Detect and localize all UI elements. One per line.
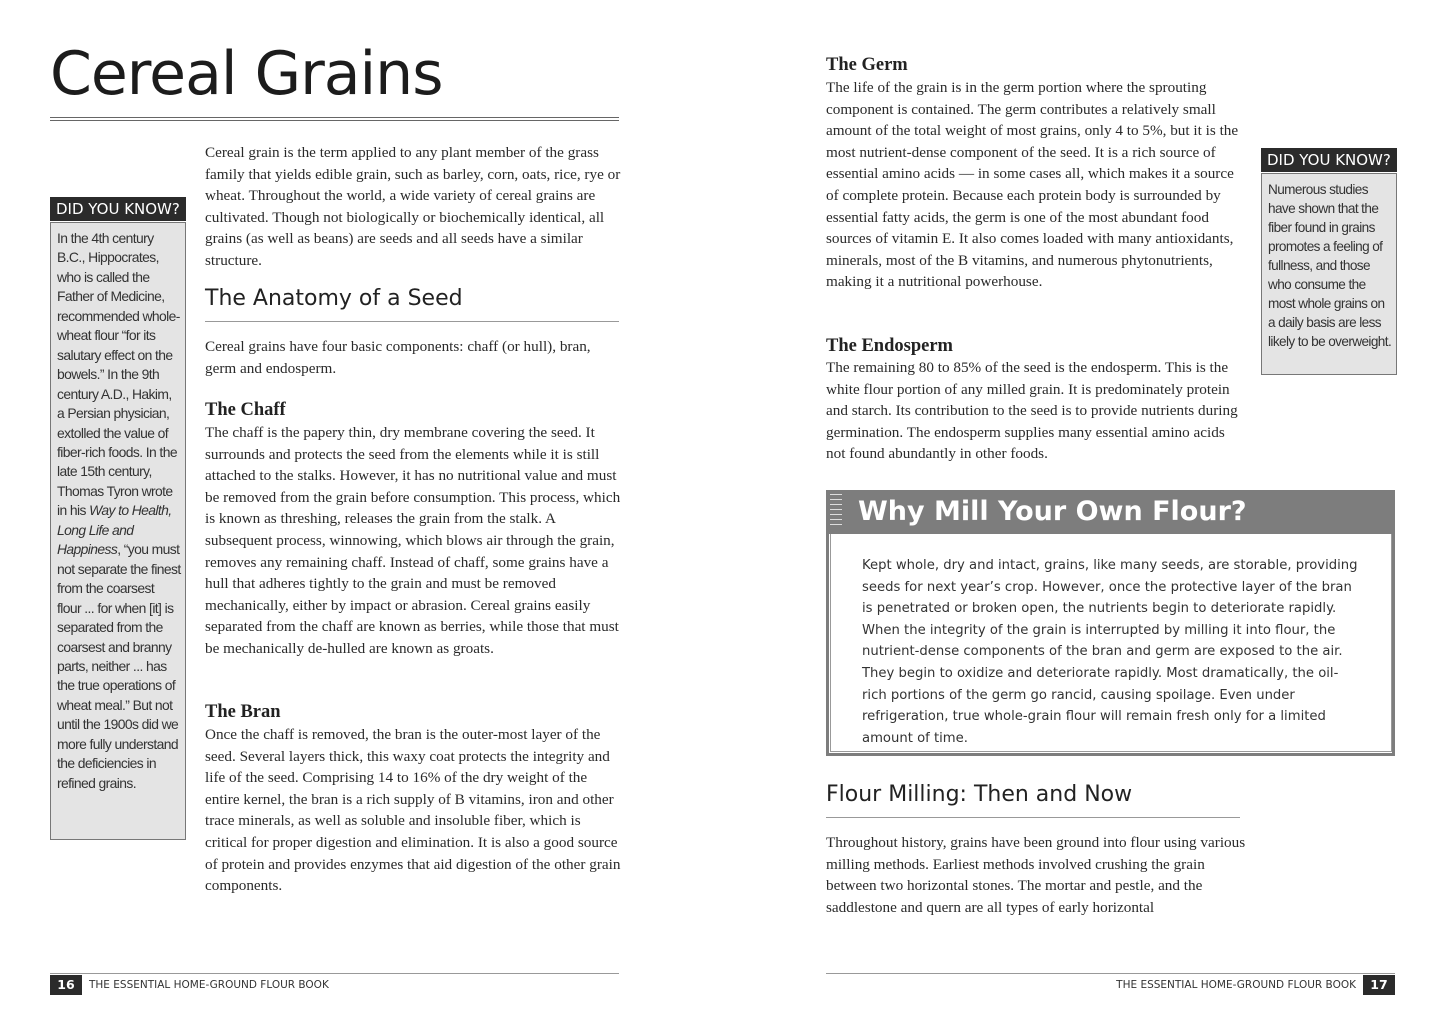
germ-text: The life of the grain is in the germ portion where the sprouting component is contained. The germ contributes a relatively small amount of the total weight of most grains, only 4 to 5%, but it is the most nutrient-dense component of the seed. It is a rich source of essential amino acids — in some cases all, which makes it a source of complete protein. Because each protein body is surrounded by essential fatty acids, the germ is one of the most abundant food sources of vitamin E. It also comes loaded with many antioxidants, minerals, most of the B vitamins, and numerous phytonutrients, making it a nutritional powerhouse. — [826, 79, 1239, 291]
intro-text: Cereal grain is the term applied to any plant member of the grass family that yields edible grain, such as barley, corn, oats, rice, rye or wheat. Throughout the world, a wide variety of cereal grains are cultivated. Though not biologically or biochemically identical, all grains (as well as beans) are seeds and all seeds have a similar structure. — [205, 144, 621, 269]
intro-paragraph — [205, 142, 621, 272]
milling-divider — [826, 817, 1240, 818]
milling-heading: Flour Milling: Then and Now — [826, 782, 1133, 807]
chaff-heading: The Chaff — [205, 400, 286, 420]
dyk-text-part-1: In the 4th century B.C., Hippocrates, who is called the Father of Medicine, recommended whole-wheat flour “for its salutary effect on the bowels.” In the 9th century A.D., Hakim, a Persian physician, extolled the value of fiber-rich foods. In the late 15th century, Thomas Tyron wrote in his — [57, 230, 180, 519]
anatomy-heading: The Anatomy of a Seed — [205, 286, 463, 311]
why-mill-text: Kept whole, dry and intact, grains, like many seeds, are storable, providing seeds for next year’s crop. However, once the protective layer of the bran is penetrated or broken open, the nutrients begin to deteriorate rapidly. When the integrity of the grain is interrupted by milling it into flour, the nutrient-dense components of the bran and germ are exposed to the air. They begin to oxidize and deteriorate rapidly. Most dramatically, the oil-rich portions of the germ go rancid, causing spoilage. Even under refrigeration, true whole-grain flour will remain fresh only for a limited amount of time. — [862, 558, 1358, 746]
milling-text: Throughout history, grains have been ground into flour using various milling methods. Earliest methods involved crushing the grain between two horizontal stones. The mortar and pestle, and the saddlestone and quern are all types of early horizontal — [826, 834, 1246, 916]
running-footer-left: THE ESSENTIAL HOME-GROUND FLOUR BOOK — [89, 979, 329, 991]
germ-paragraph — [826, 77, 1246, 293]
endosperm-heading: The Endosperm — [826, 336, 953, 356]
anatomy-text: Cereal grains have four basic components: chaff (or hull), bran, germ and endosperm. — [205, 338, 591, 377]
bran-paragraph — [205, 724, 625, 897]
chaff-text: The chaff is the papery thin, dry membrane covering the seed. It surrounds and protects the seed from the elements while it is still attached to the stalks. However, it has no nutritional value and must be removed from the grain before consumption. This process, which is known as threshing, releases the grain from the stalk. A subsequent process, winnowing, which blows air through the grain, removes any remaining chaff. Instead of chaff, some grains have a hull that adheres tightly to the grain and must be removed mechanically, either by impact or abrasion. Cereal grains easily separated from the chaff are known as berries, while those that must be mechanically de-hulled are known as groats. — [205, 424, 621, 657]
notebook-lines-icon — [830, 494, 844, 530]
did-you-know-text-left — [57, 229, 181, 793]
endosperm-paragraph — [826, 357, 1246, 465]
milling-paragraph — [826, 832, 1246, 918]
endosperm-text: The remaining 80 to 85% of the seed is the endosperm. This is the white flour portion of any milled grain. It is predominately protein and starch. Its contribution to the seed is to provide nutrients during germination. The endosperm supplies many essential amino acids not found abundantly in other foods. — [826, 359, 1238, 463]
page-number-left: 16 — [50, 975, 82, 995]
page-number-right: 17 — [1363, 975, 1395, 995]
why-mill-heading: Why Mill Your Own Flour? — [858, 496, 1247, 527]
title-divider — [50, 117, 619, 121]
anatomy-paragraph — [205, 336, 625, 379]
bran-text: Once the chaff is removed, the bran is the outer-most layer of the seed. Several layers thick, this waxy coat protects the integrity and life of the seed. Comprising 14 to 16% of the dry weight of the entire kernel, the bran is a rich supply of B vitamins, iron and other trace minerals, as well as soluble and insoluble fiber, which is critical for proper digestion and elimination. It is also a good source of protein and provides enzymes that aid digestion of the other grain components. — [205, 726, 621, 895]
did-you-know-label-left: DID YOU KNOW? — [50, 197, 186, 221]
footer-divider-left — [50, 973, 619, 974]
bran-heading: The Bran — [205, 702, 281, 722]
footer-divider-right — [826, 973, 1395, 974]
anatomy-divider — [205, 321, 619, 322]
page-title: Cereal Grains — [50, 39, 443, 109]
germ-heading: The Germ — [826, 55, 908, 75]
running-footer-right: THE ESSENTIAL HOME-GROUND FLOUR BOOK — [1116, 979, 1356, 991]
did-you-know-text-right: Numerous studies have shown that the fiber found in grains promotes a feeling of fullness, and those who consume the most whole grains on a daily basis are less likely to be overweight. — [1268, 182, 1392, 350]
dyk-text-part-2: , “you must not separate the finest from the coarsest flour ... for when [it] is separated from the coarsest and branny parts, neither ... has the true operations of wheat meal.” But not until the 1900s did we more fully understand the deficiencies in refined grains. — [57, 541, 181, 791]
chaff-paragraph — [205, 422, 625, 660]
dyk-book-title: Way to Health, Long Life and Happiness — [57, 502, 172, 558]
did-you-know-label-right: DID YOU KNOW? — [1261, 148, 1397, 172]
